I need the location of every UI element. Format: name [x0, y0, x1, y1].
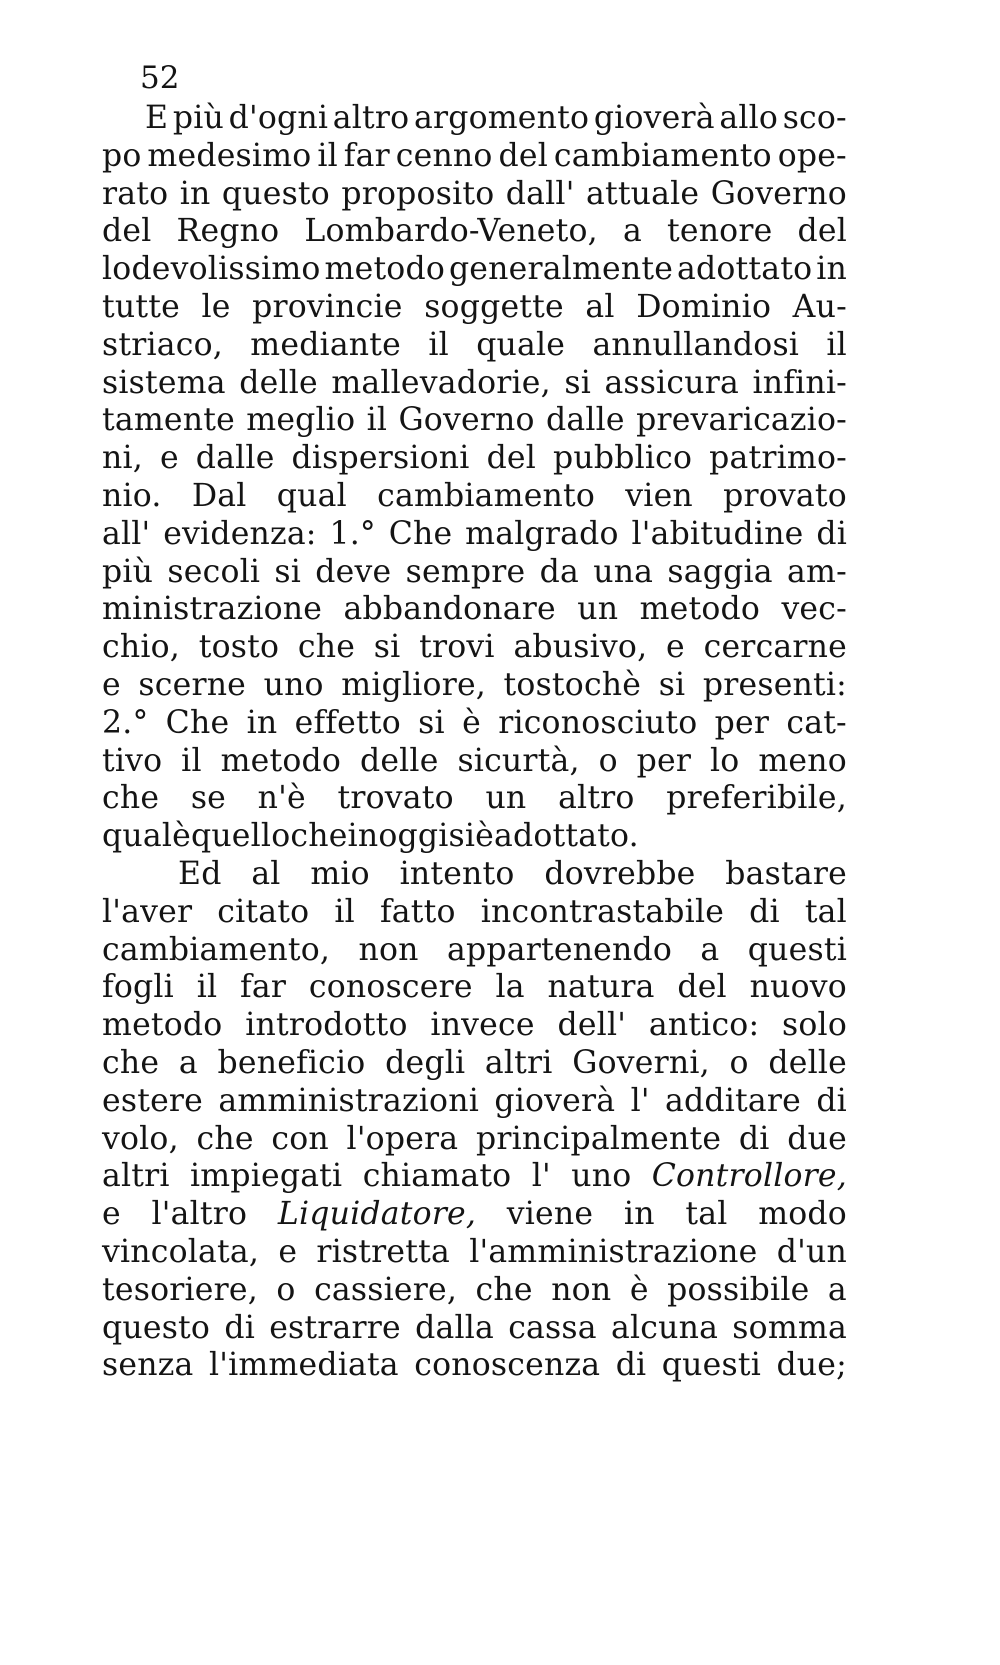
word: Che — [165, 704, 230, 741]
word: dall' — [505, 175, 575, 212]
word: patrimo- — [709, 440, 847, 477]
word: di — [816, 1082, 847, 1119]
word: allo — [719, 100, 779, 136]
word: è — [172, 818, 191, 855]
word: il — [196, 969, 218, 1006]
word: che — [102, 1044, 160, 1081]
word: degli — [385, 1044, 466, 1081]
word: si — [448, 818, 476, 855]
word: l' — [531, 1158, 551, 1195]
word: più — [102, 553, 154, 590]
text-line — [102, 440, 847, 478]
word: E — [145, 100, 169, 136]
word: e — [278, 1233, 298, 1270]
word: si — [373, 629, 401, 666]
text-line — [102, 969, 847, 1007]
word: o — [276, 1271, 296, 1308]
word: d'un — [776, 1233, 847, 1270]
word: per — [714, 704, 770, 741]
word: questo — [221, 175, 330, 212]
word: tamente — [102, 402, 235, 439]
text-line — [102, 1272, 847, 1310]
word: additare — [665, 1082, 801, 1119]
word: vien — [625, 477, 693, 514]
word: generalmente — [448, 251, 674, 288]
word: a — [622, 213, 642, 250]
text-line — [102, 251, 847, 289]
word: che — [290, 818, 348, 855]
word: il — [317, 137, 338, 174]
word: a — [178, 1044, 198, 1081]
word: in — [816, 251, 847, 288]
word: vincolata, — [102, 1233, 260, 1270]
word: tivo — [102, 742, 163, 779]
word: il — [826, 326, 847, 363]
word: conoscere — [308, 969, 473, 1006]
text-line — [102, 327, 847, 365]
word: e — [102, 666, 121, 703]
word: per — [636, 742, 692, 779]
word: una — [593, 553, 654, 590]
text-line — [102, 818, 847, 856]
word: altro — [332, 100, 410, 136]
word: in — [179, 175, 211, 212]
word: invece — [430, 1007, 535, 1044]
word: striaco, — [102, 326, 223, 363]
word: metodo — [639, 591, 761, 628]
word: solo — [782, 1007, 847, 1044]
word: si — [418, 704, 445, 741]
word: cenno — [395, 137, 493, 174]
word: abbandonare — [343, 591, 556, 628]
word: e — [102, 1196, 121, 1233]
word: al — [251, 855, 281, 892]
text-line — [102, 289, 847, 327]
word: beneficio — [217, 1044, 366, 1081]
word: annullandosi — [592, 326, 800, 363]
word: e — [666, 629, 685, 666]
word: l' — [630, 1082, 650, 1119]
word: l'altro — [151, 1196, 248, 1233]
word: non — [551, 1271, 612, 1308]
word: 2.° — [102, 704, 149, 741]
text-line — [102, 1007, 847, 1045]
word: nio. — [102, 477, 162, 514]
word: prevaricazio- — [636, 402, 847, 439]
word: altri — [102, 1158, 170, 1195]
text-line — [102, 1310, 847, 1348]
word: pubblico — [553, 440, 693, 477]
text-line — [102, 1196, 847, 1234]
word: uno — [571, 1158, 632, 1195]
word: abusivo, — [513, 629, 648, 666]
word: fatto — [379, 893, 456, 930]
word: conoscenza — [414, 1347, 601, 1384]
word: questi — [661, 1347, 761, 1384]
word: cat- — [786, 704, 847, 741]
text-line — [102, 1347, 847, 1385]
word: Governo — [710, 175, 847, 212]
word: senza — [102, 1347, 194, 1384]
word: Governo — [398, 402, 535, 439]
word: intento — [399, 855, 515, 892]
word: di — [816, 515, 847, 552]
word: che — [196, 1120, 254, 1157]
word: gioverà — [593, 100, 715, 136]
word: delle — [359, 742, 439, 779]
word: po — [102, 137, 142, 174]
word: due — [787, 1120, 847, 1157]
word: con — [271, 1120, 329, 1157]
word: rato — [102, 175, 169, 212]
word: tal — [804, 893, 847, 930]
text-line — [102, 365, 847, 403]
word: Dal — [191, 477, 247, 514]
word: il — [366, 402, 388, 439]
text-line — [102, 1121, 847, 1159]
word: o — [598, 742, 618, 779]
word: a — [827, 1271, 847, 1308]
word: bastare — [725, 855, 847, 892]
word: trovi — [419, 629, 495, 666]
word: estrarre — [269, 1309, 401, 1346]
word: l'amministrazione — [469, 1233, 758, 1270]
word: all' — [102, 515, 151, 552]
text-line — [102, 213, 847, 251]
word: cercarne — [703, 629, 847, 666]
word: modo — [758, 1196, 847, 1233]
word: viene — [506, 1196, 594, 1233]
word: lodevolissimo — [102, 251, 321, 288]
word: migliore, — [341, 666, 486, 703]
word: Regno — [176, 213, 280, 250]
word: ministrazione — [102, 591, 323, 628]
word: si — [564, 364, 591, 401]
word: se — [190, 780, 227, 817]
word: del — [498, 137, 548, 174]
word: metodo — [102, 1007, 223, 1044]
word: argomento — [413, 100, 590, 136]
word: Che — [388, 515, 453, 552]
word: a — [700, 931, 720, 968]
word: tal — [685, 1196, 728, 1233]
word: è — [475, 818, 494, 855]
text-line — [102, 554, 847, 592]
text-line — [102, 705, 847, 743]
text-line — [102, 1083, 847, 1121]
text-line — [102, 743, 847, 781]
text-line — [102, 856, 847, 894]
word: 1.° — [329, 515, 376, 552]
text-line — [102, 516, 847, 554]
word: malgrado — [465, 515, 619, 552]
word: più — [172, 100, 224, 136]
word: amministrazioni — [218, 1082, 479, 1119]
word: possibile — [667, 1271, 810, 1308]
word: adottato. — [493, 818, 639, 855]
word: che — [102, 780, 160, 817]
word: effetto — [294, 704, 401, 741]
word: Controllore, — [651, 1158, 847, 1195]
word: Ed — [178, 855, 222, 892]
word: di — [615, 1347, 647, 1384]
word: sempre — [405, 553, 526, 590]
word: delle — [768, 1044, 847, 1081]
text-line — [102, 100, 847, 138]
word: mallevadorie, — [331, 364, 551, 401]
word: cambiamento — [553, 137, 772, 174]
word: tesoriere, — [102, 1271, 258, 1308]
word: metodo — [220, 742, 342, 779]
word: soggette — [424, 288, 564, 325]
word: far — [343, 137, 390, 174]
word: la — [495, 969, 525, 1006]
text-line — [102, 667, 847, 705]
text-line — [102, 1234, 847, 1272]
word: medesimo — [147, 137, 312, 174]
word: principalmente — [475, 1120, 722, 1157]
word: Dominio — [636, 288, 772, 325]
word: quello — [190, 818, 291, 855]
word: l'abitudine — [631, 515, 804, 552]
word: in — [347, 818, 379, 855]
word: altro — [558, 780, 635, 817]
word: qual — [102, 818, 173, 855]
word: di — [224, 1309, 255, 1346]
word: qual — [276, 477, 347, 514]
word: sicurtà, — [457, 742, 580, 779]
word: ni, — [102, 440, 143, 477]
word: sco- — [782, 100, 847, 136]
word: le — [201, 288, 231, 325]
word: tenore — [667, 213, 773, 250]
word: di — [738, 1120, 770, 1157]
word: Liquidatore, — [277, 1196, 477, 1233]
word: Au- — [792, 288, 847, 325]
word: dispersioni — [291, 440, 470, 477]
word: citato — [217, 893, 310, 930]
word: n'è — [257, 780, 306, 817]
word: fogli — [102, 969, 174, 1006]
word: non — [358, 931, 419, 968]
word: ope- — [777, 137, 847, 174]
word: nuovo — [749, 969, 847, 1006]
word: dovrebbe — [544, 855, 696, 892]
text-line — [102, 138, 847, 176]
word: questo — [102, 1309, 211, 1346]
word: provincie — [252, 288, 403, 325]
word: impiegati — [190, 1158, 343, 1195]
word: alcuna — [611, 1309, 719, 1346]
text-line — [102, 591, 847, 629]
word: uno — [263, 666, 324, 703]
text-line — [102, 176, 847, 214]
word: riconosciuto — [498, 704, 698, 741]
word: cambiamento — [377, 477, 596, 514]
word: al — [585, 288, 615, 325]
word: estere — [102, 1082, 204, 1119]
word: tostochè — [503, 666, 642, 703]
word: o — [729, 1044, 749, 1081]
word: del — [677, 969, 727, 1006]
word: appartenendo — [447, 931, 673, 968]
word: adottato — [677, 251, 813, 288]
word: deve — [315, 553, 392, 590]
word: che — [475, 1271, 533, 1308]
word: si — [658, 666, 686, 703]
text-line — [102, 1045, 847, 1083]
word: questi — [747, 931, 847, 968]
word: il — [334, 893, 355, 930]
word: e — [159, 440, 179, 477]
word: scerne — [138, 666, 247, 703]
text-line — [102, 894, 847, 932]
word: un — [485, 780, 527, 817]
word: cassiere, — [314, 1271, 458, 1308]
word: il — [181, 742, 202, 779]
word: saggia — [667, 553, 773, 590]
word: due; — [776, 1347, 847, 1384]
body-text — [102, 100, 847, 1385]
word: trovato — [337, 780, 454, 817]
text-line — [102, 629, 847, 667]
word: tutte — [102, 288, 180, 325]
word: altri — [484, 1044, 553, 1081]
word: somma — [732, 1309, 847, 1346]
word: il — [428, 326, 449, 363]
word: Lombardo-Veneto, — [304, 213, 598, 250]
word: che — [297, 629, 356, 666]
word: d'ogni — [228, 100, 329, 136]
word: quale — [476, 326, 566, 363]
word: natura — [547, 969, 655, 1006]
word: di — [749, 893, 780, 930]
word: antico: — [648, 1007, 760, 1044]
word: l'immediata — [208, 1347, 399, 1384]
word: incontrastabile — [480, 893, 725, 930]
word: chio, — [102, 629, 180, 666]
word: meglio — [246, 402, 356, 439]
word: mediante — [250, 326, 401, 363]
word: dalla — [415, 1309, 494, 1346]
word: chiamato — [362, 1158, 512, 1195]
word: am- — [787, 553, 847, 590]
word: sistema — [102, 364, 226, 401]
word: si — [274, 553, 302, 590]
word: lo — [709, 742, 740, 779]
text-line — [102, 478, 847, 516]
page-number: 52 — [140, 60, 180, 96]
word: dalle — [546, 402, 625, 439]
word: provato — [723, 477, 847, 514]
word: introdotto — [245, 1007, 408, 1044]
text-line — [102, 780, 847, 818]
word: dalle — [195, 440, 275, 477]
word: del — [797, 213, 847, 250]
word: mio — [310, 855, 370, 892]
word: del — [486, 440, 537, 477]
word: infini- — [752, 364, 847, 401]
word: l'aver — [102, 893, 193, 930]
word: secoli — [167, 553, 261, 590]
word: preferibile, — [666, 780, 847, 817]
text-line — [102, 932, 847, 970]
word: proposito — [341, 175, 495, 212]
word: da — [539, 553, 579, 590]
word: cambiamento, — [102, 931, 331, 968]
word: vec- — [781, 591, 847, 628]
word: ristretta — [316, 1233, 450, 1270]
word: dell' — [557, 1007, 627, 1044]
word: del — [102, 213, 152, 250]
word: metodo — [324, 251, 445, 288]
word: far — [240, 969, 287, 1006]
word: è — [462, 704, 481, 741]
word: evidenza: — [163, 515, 317, 552]
word: volo, — [102, 1120, 179, 1157]
word: delle — [239, 364, 318, 401]
word: in — [623, 1196, 655, 1233]
word: un — [577, 591, 619, 628]
word: Governi, — [572, 1044, 710, 1081]
word: l'opera — [346, 1120, 459, 1157]
word: presenti: — [702, 666, 847, 703]
text-line — [102, 1158, 847, 1196]
word: in — [246, 704, 278, 741]
word: cassa — [508, 1309, 597, 1346]
word: attuale — [585, 175, 700, 212]
word: meno — [758, 742, 847, 779]
word: è — [629, 1271, 649, 1308]
word: gioverà — [494, 1082, 616, 1119]
word: tosto — [198, 629, 280, 666]
word: assicura — [604, 364, 739, 401]
word: oggi — [378, 818, 449, 855]
text-line — [102, 402, 847, 440]
